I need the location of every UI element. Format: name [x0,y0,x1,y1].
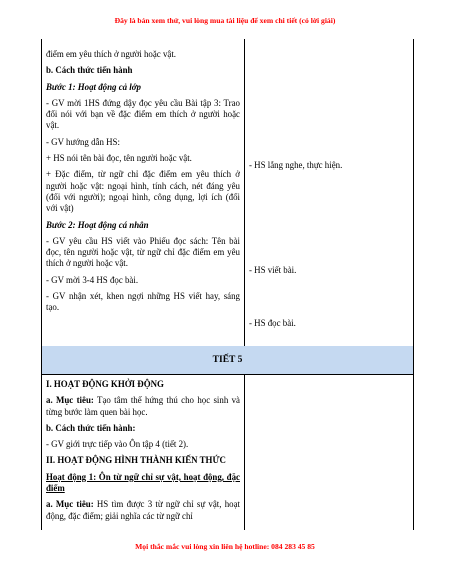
objective-text: Tạo tâm thế hứng thú cho học sinh và từng bước làm quen bài học. [46,395,240,417]
feedback-instruction: - GV nhận xét, khen ngợi những HS viết hay, sáng tạo. [46,291,240,313]
warmup-objective [46,395,240,418]
guide-item-2: + Đặc điểm, từ ngữ chỉ đặc điểm em yêu thích ở người hoặc vật: ngoại hình, tính cách, nét đáng yêu (đối với người); ngoại hình, công dụng, lợi ích (đối với vật) [46,169,240,214]
teacher-activities [46,49,240,314]
hotline-notice: Mọi thắc mắc vui lòng xin liên hệ hotline: 084 283 45 85 [135,542,315,551]
student-response-1: - HS lắng nghe, thực hiện. [249,160,343,170]
objective-label-2: a. Mục tiêu: [46,499,94,510]
student-response-3: - HS đọc bài. [249,318,296,328]
guide-heading: - GV hướng dẫn HS: [46,136,120,147]
step-1-instruction: - GV mời 1HS đứng dậy đọc yêu cầu Bài tập 3: Trao đổi nói với bạn về đặc điểm em thích ở người hoặc vật. [46,97,240,131]
preview-notice: Đây là bản xem thử, vui lòng mua tài liệu để xem chi tiết (có lời giải) [114,16,336,25]
warmup-method-text: - GV giới trực tiếp vào Ôn tập 4 (tiết 2). [46,439,189,450]
teacher-activities-lesson-5 [46,379,240,522]
step-2-heading: Bước 2: Hoạt động cá nhân [46,219,149,230]
student-response-2: - HS viết bài. [249,265,297,275]
objective-text-2: HS tìm được 3 từ ngữ chỉ sự vật, hoạt động, đặc điểm; giải nghĩa các từ ngữ chỉ [46,499,240,521]
activity-1-heading: Hoạt động 1: Ôn từ ngữ chỉ sự vật, hoạt động, đặc điểm [46,471,240,494]
method-heading: b. Cách thức tiến hành [46,65,133,76]
row-separator [42,374,413,375]
guide-item-1: + HS nói tên bài đọc, tên người hoặc vật. [46,153,192,164]
knowledge-heading: II. HOẠT ĐỘNG HÌNH THÀNH KIẾN THỨC [46,455,226,466]
objective-label: a. Mục tiêu: [46,395,94,406]
warmup-heading: I. HOẠT ĐỘNG KHỞI ĐỘNG [46,379,164,389]
objective-tail: điểm em yêu thích ở người hoặc vật. [46,49,177,59]
activity-1-objective [46,499,240,522]
step-2-instruction: - GV yêu cầu HS viết vào Phiếu đọc sách: Tên bài đọc, tên người hoặc vật, từ ngữ chỉ đặc điểm em yêu thích ở người hoặc vật. [46,235,240,269]
section-title: TIẾT 5 [42,346,413,374]
step-1-heading: Bước 1: Hoạt động cả lớp [46,81,141,92]
lesson-table [41,39,414,530]
warmup-method-heading: b. Cách thức tiến hành: [46,422,136,433]
column-divider [244,39,245,530]
read-aloud-instruction: - GV mời 3-4 HS đọc bài. [46,274,139,285]
